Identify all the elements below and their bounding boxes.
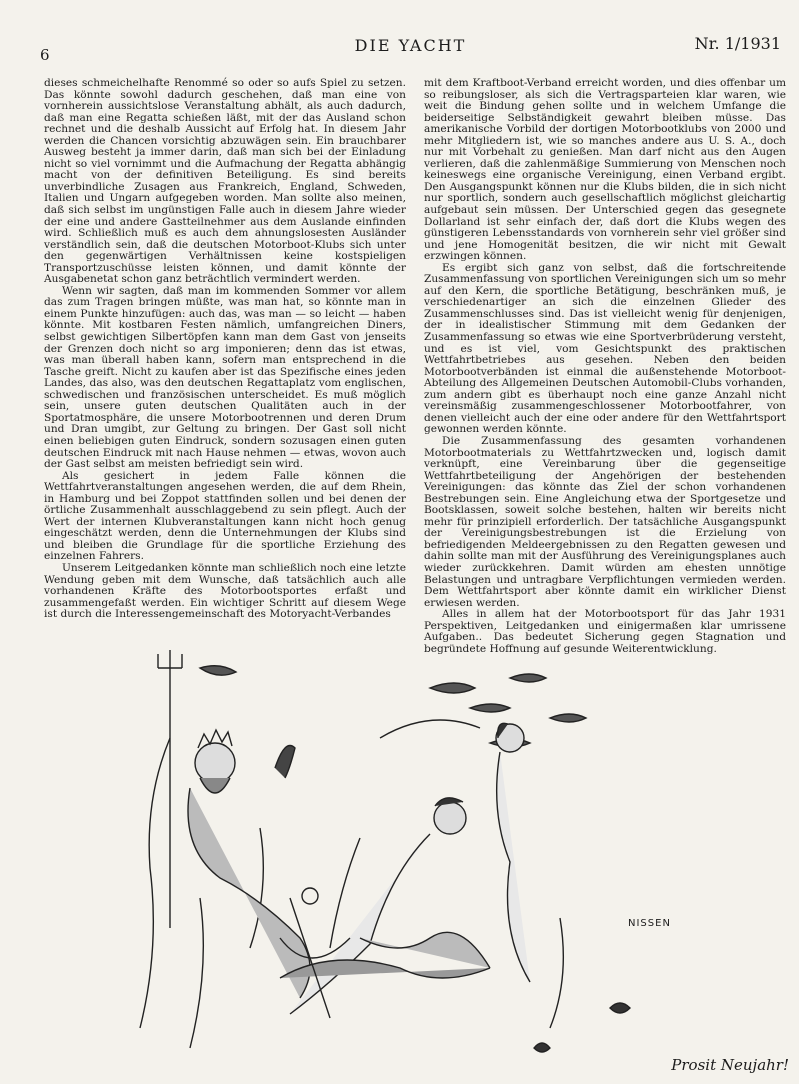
mermaid-neptune-illustration [130, 648, 640, 1058]
paragraph: Unserem Leitgedanken könnte man schließlich noch eine letzte Wendung geben mit dem Wunsche, daß tatsächlich auch alle vorhandenen Kräfte des Motorbootsportes erfaßt und zusammengefaßt werden. Ein wichtiger Schritt auf diesem Wege ist durch die Interessengemeinschaft des Motoryacht-Verbandes [44, 561, 406, 621]
page-header [40, 34, 781, 64]
paragraph: Alles in allem hat der Motorbootsport für das Jahr 1931 Perspektiven, Leitgedanken und einigermaßen klar umrissene Aufgaben.. Das bedeutet Sicherung gegen Stagnation und begründete Hoffnung auf gesunde Weiterentwicklung. [424, 608, 786, 655]
paragraph: Wenn wir sagten, daß man im kommenden Sommer vor allem das zum Tragen bringen müßte, was man hat, so könnte man in einem Punkte hinzufügen: auch das, was man — so leicht — haben könnte. Mit kostbaren Festen nämlich, umfangreichen Diners, selbst gewichtigen Silbertöpfen kann man dem Gast von jenseits der Grenzen doch nicht so arg imponieren; denn das ist etwas, was man überall haben kann, sofern man entsprechend in die Tasche greift. Nicht zu kaufen aber ist das Spezifische eines jeden Landes, das also, was den deutschen Regattaplatz vom englischen, schwedischen und französischen unterscheidet. Es muß möglich sein, unsere guten deutschen Qualitäten auch in der Sportatmosphäre, die unsere Motorbootrennen und deren Drum und Dran umgibt, zur Geltung zu bringen. Der Gast soll nicht einen beliebigen guten Eindruck, sondern sozusagen einen guten deutschen Eindruck mit nach Hause nehmen — etwas, wovon auch der Gast selbst am meisten befriedigt sein wird. [44, 284, 406, 471]
paragraph: Die Zusammenfassung des gesamten vorhandenen Motorbootmaterials zu Wettfahrtzwecken und, logisch damit verknüpft, eine Vereinbarung über die gegenseitige Wettfahrtbeteiligung der Angehörigen der bestehenden Vereinigungen: das könnte das Ziel der schon vorhandenen Bestrebungen sein. Eine Angleichung etwa der Sportgesetze und Bootsklassen, soweit solche bestehen, halten wir bereits nicht mehr für prinzipiell erforderlich. Der tatsächliche Ausgangspunkt der Vereinigungsbestrebungen ist die Erzielung von befriedigenden Meldeergebnissen zu den Regatten gewesen und dahin sollte man mit der Ausführung des Vereinigungsplanes auch wieder zurückkehren. Damit würden am ehesten unnötige Belastungen und untragbare Verpflichtungen vermieden werden. Dem Wettfahrtsport aber könnte damit ein wirklicher Dienst erwiesen werden. [424, 434, 786, 609]
illustration-caption: Prosit Neujahr! [671, 1056, 789, 1074]
paragraph: dieses schmeichelhafte Renommé so oder so aufs Spiel zu setzen. Das könnte sowohl dadurch geschehen, daß man eine von vornherein aussichtslose Veranstaltung abhält, als auch dadurch, daß man eine Regatta schießen läßt, mit der das Ausland schon rechnet und die deshalb Aussicht auf Erfolg hat. In diesem Jahr werden die Chancen vorsichtig abzuwägen sein. Ein brauchbarer Ausweg besteht ja immer darin, daß man sich bei der Einladung nicht so viel vornimmt und die Aufmachung der Regatta abhängig macht von der definitiven Beteiligung. Es sind bereits unverbindliche Zusagen aus Frankreich, England, Schweden, Italien und Ungarn aufgegeben worden. Man sollte also meinen, daß sich selbst im ungünstigen Falle auch in diesem Jahre wieder der eine und andere Gastteilnehmer aus dem Auslande einfinden wird. Schließlich muß es auch dem ahnungslosesten Ausländer verständlich sein, daß die deutschen Motorboot-Klubs sich unter den gegenwärtigen Verhältnissen keine kostspieligen Transportzuschüsse leisten können, und damit könnte der Ausgabenetat schon ganz beträchtlich vermindert werden. [44, 77, 406, 286]
paragraph: Es ergibt sich ganz von selbst, daß die fortschreitende Zusammenfassung von sportlichen Vereinigungen sich um so mehr auf den Kern, die sportliche Betätigung, beschränken muß, je verschiedenartiger an sich die einzelnen Glieder des Zusammenschlusses sind. Das ist vielleicht wenig für denjenigen, der in idealistischer Stimmung mit dem Gedanken der Zusammenfassung so etwas wie eine Sportverbrüderung versteht, und es ist viel, vom Gesichtspunkt des praktischen Wettfahrtbetriebes aus gesehen. Neben den beiden Motorbootverbänden ist einmal die außenstehende Motorboot-Abteilung des Allgemeinen Deutschen Automobil-Clubs vorhanden, zum andern gibt es überhaupt noch eine ganze Anzahl nicht vereinsmäßig zusammengeschlossener Motorbootfahrer, von denen vielleicht auch der eine oder andere für den Wettfahrtsport gewonnen werden könnte. [424, 261, 786, 436]
artist-signature: NISSEN [628, 918, 671, 929]
page-number: 6 [40, 46, 50, 64]
article-body [44, 77, 786, 655]
paragraph: mit dem Kraftboot-Verband erreicht worden, und dies offenbar um so reibungsloser, als sich die Vertragsparteien klar waren, wie weit die Bindung gehen sollte und in welchem Umfange die beiderseitige Selbständigkeit gewahrt bleiben müsse. Das amerikanische Vorbild der dortigen Motorbootklubs von 2000 und mehr Mitgliedern ist, wie so manches andere aus U. S. A., doch nur mit Vorbehalt zu genießen. Man darf nicht aus den Augen verlieren, daß die zahlenmäßige Summierung von Menschen noch keineswegs eine organische Vereinigung, einen Verband ergibt. Den Ausgangspunkt können nur die Klubs bilden, die in sich nicht nur sportlich, sondern auch gesellschaftlich möglichst gleichartig aufgebaut sein müssen. Der Unterschied gegen das gesegnete Dollarland ist sehr einfach der, daß dort die Klubs wegen des günstigeren Lebensstandards von vornherein sehr viel größer sind und jene Homogenität besitzen, die wir nicht mit Gewalt erzwingen können. [424, 77, 786, 263]
journal-title: DIE YACHT [354, 36, 467, 55]
left-column [44, 78, 406, 621]
paragraph: Als gesichert in jedem Falle können die Wettfahrtveranstaltungen angesehen werden, die auf dem Rhein, in Hamburg und bei Zoppot stattfinden sollen und bei denen der örtliche Zusammenhalt ausschlaggebend zu sein pflegt. Auch der Wert der internen Klubveranstaltungen kann nicht hoch genug eingeschätzt werden, denn die Unternehmungen der Klubs sind und bleiben die Grundlage für die sportliche Erziehung des einzelnen Fahrers. [44, 469, 406, 563]
issue-number: Nr. 1/1931 [694, 34, 781, 53]
right-column [424, 78, 786, 655]
